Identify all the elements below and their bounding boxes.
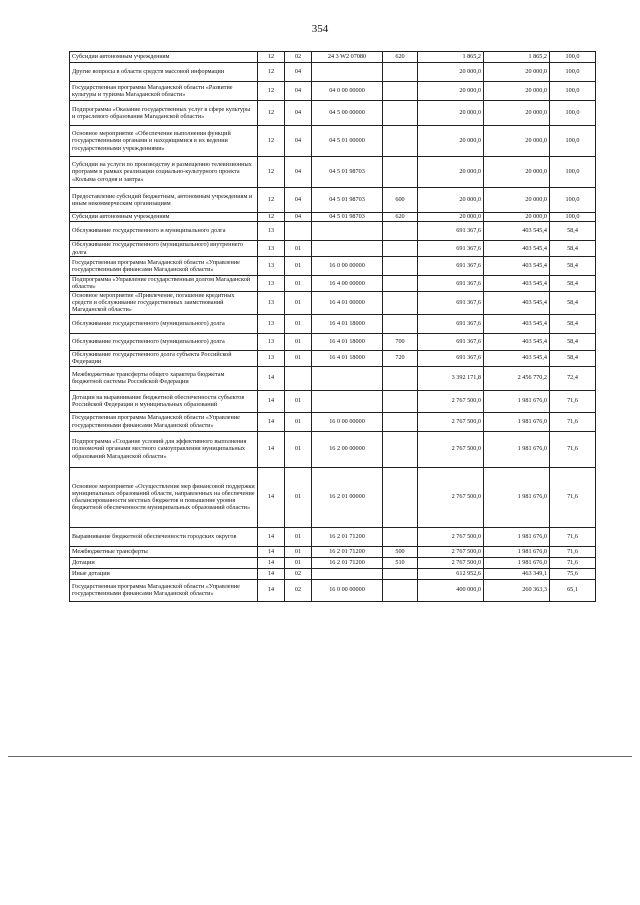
row-name: Государственная программа Магаданской области «Управление государственными финансами Магаданской области»	[70, 579, 258, 601]
row-expense-type	[383, 101, 418, 126]
table-row	[70, 52, 596, 63]
row-planned: 691 367,6	[418, 241, 484, 257]
row-subsection	[285, 222, 312, 241]
row-executed: 20 000,0	[484, 101, 550, 126]
row-expense-type	[383, 527, 418, 546]
row-target-code: 04 5 01 98703	[312, 188, 383, 213]
row-section: 12	[258, 213, 285, 222]
row-percent: 58,4	[550, 350, 596, 366]
table-row	[70, 557, 596, 568]
row-planned: 20 000,0	[418, 157, 484, 188]
row-executed: 403 545,4	[484, 222, 550, 241]
table-row	[70, 291, 596, 314]
row-subsection: 04	[285, 126, 312, 157]
table-row	[70, 366, 596, 390]
row-expense-type	[383, 63, 418, 82]
row-target-code: 16 2 01 00000	[312, 467, 383, 527]
row-executed: 403 545,4	[484, 350, 550, 366]
row-subsection: 04	[285, 101, 312, 126]
row-section: 13	[258, 314, 285, 333]
row-section: 14	[258, 557, 285, 568]
row-expense-type	[383, 257, 418, 276]
row-section: 13	[258, 291, 285, 314]
row-executed: 20 000,0	[484, 157, 550, 188]
row-subsection: 04	[285, 188, 312, 213]
row-target-code	[312, 222, 383, 241]
row-target-code	[312, 390, 383, 412]
row-target-code: 16 0 00 00000	[312, 579, 383, 601]
row-planned: 691 367,6	[418, 276, 484, 292]
row-executed: 2 456 770,2	[484, 366, 550, 390]
row-expense-type: 620	[383, 213, 418, 222]
row-percent: 71,6	[550, 527, 596, 546]
row-executed: 403 545,4	[484, 333, 550, 350]
row-executed: 1 981 676,0	[484, 390, 550, 412]
row-executed: 1 981 676,0	[484, 467, 550, 527]
row-subsection: 04	[285, 82, 312, 101]
row-name: Обслуживание государственного (муниципального) долга	[70, 314, 258, 333]
row-percent: 58,4	[550, 291, 596, 314]
table-row	[70, 157, 596, 188]
row-subsection: 01	[285, 314, 312, 333]
row-planned: 3 392 171,8	[418, 366, 484, 390]
row-planned: 20 000,0	[418, 188, 484, 213]
row-subsection: 01	[285, 291, 312, 314]
row-section: 14	[258, 467, 285, 527]
row-subsection: 02	[285, 568, 312, 579]
row-executed: 403 545,4	[484, 276, 550, 292]
row-percent: 100,0	[550, 82, 596, 101]
row-subsection: 01	[285, 257, 312, 276]
row-target-code	[312, 241, 383, 257]
row-expense-type: 720	[383, 350, 418, 366]
row-percent: 71,6	[550, 390, 596, 412]
table-row	[70, 276, 596, 292]
row-section: 13	[258, 222, 285, 241]
row-planned: 20 000,0	[418, 101, 484, 126]
row-name: Обслуживание государственного и муниципального долга	[70, 222, 258, 241]
row-subsection: 01	[285, 527, 312, 546]
row-name: Подпрограмма «Управление государственным долгом Магаданской области»	[70, 276, 258, 292]
row-expense-type	[383, 126, 418, 157]
table-row	[70, 579, 596, 601]
table-row	[70, 213, 596, 222]
row-expense-type	[383, 276, 418, 292]
table-row	[70, 333, 596, 350]
row-expense-type	[383, 366, 418, 390]
row-name: Обслуживание государственного долга субъекта Российской Федерации	[70, 350, 258, 366]
row-section: 14	[258, 568, 285, 579]
row-percent: 71,6	[550, 557, 596, 568]
row-expense-type: 510	[383, 557, 418, 568]
row-section: 13	[258, 257, 285, 276]
table-row	[70, 126, 596, 157]
table-row	[70, 431, 596, 467]
row-expense-type: 620	[383, 52, 418, 63]
row-planned: 691 367,6	[418, 333, 484, 350]
row-expense-type	[383, 431, 418, 467]
row-section: 14	[258, 412, 285, 431]
table-row	[70, 82, 596, 101]
row-expense-type: 600	[383, 188, 418, 213]
row-subsection: 01	[285, 333, 312, 350]
row-percent: 100,0	[550, 188, 596, 213]
row-name: Дотации	[70, 557, 258, 568]
budget-table	[69, 51, 596, 602]
table-row	[70, 222, 596, 241]
row-name: Иные дотации	[70, 568, 258, 579]
row-name: Государственная программа Магаданской области «Развитие культуры и туризма Магаданской области»	[70, 82, 258, 101]
row-name: Субсидии автономным учреждениям	[70, 52, 258, 63]
row-subsection: 02	[285, 579, 312, 601]
row-target-code: 04 5 01 98703	[312, 213, 383, 222]
row-executed: 463 349,1	[484, 568, 550, 579]
row-subsection: 01	[285, 412, 312, 431]
row-target-code: 16 0 00 00000	[312, 257, 383, 276]
row-planned: 1 865,2	[418, 52, 484, 63]
row-planned: 691 367,6	[418, 222, 484, 241]
row-name: Государственная программа Магаданской области «Управление государственными финансами Магаданской области»	[70, 257, 258, 276]
row-planned: 2 767 500,0	[418, 431, 484, 467]
row-name: Основное мероприятие «Осуществление мер финансовой поддержки муниципальных образований области, направленных на обеспечение сбалансированности местных бюджетов и повышение уровня бюджетной обеспеченности муниципальных образований области»	[70, 467, 258, 527]
row-subsection: 01	[285, 241, 312, 257]
row-planned: 2 767 500,0	[418, 527, 484, 546]
row-name: Дотации на выравнивание бюджетной обеспеченности субъектов Российской Федерации и муниципальных образований	[70, 390, 258, 412]
row-planned: 691 367,6	[418, 350, 484, 366]
row-planned: 2 767 500,0	[418, 546, 484, 557]
row-name: Подпрограмма «Создание условий для эффективного выполнения полномочий органами местного самоуправления муниципальных образований Магаданской области»	[70, 431, 258, 467]
row-name: Обслуживание государственного (муниципального) внутреннего долга	[70, 241, 258, 257]
row-name: Межбюджетные трансферты	[70, 546, 258, 557]
row-percent: 71,6	[550, 412, 596, 431]
row-subsection: 02	[285, 52, 312, 63]
table-row	[70, 568, 596, 579]
row-executed: 20 000,0	[484, 126, 550, 157]
row-executed: 403 545,4	[484, 291, 550, 314]
row-section: 12	[258, 188, 285, 213]
row-section: 14	[258, 431, 285, 467]
row-section: 14	[258, 546, 285, 557]
row-section: 12	[258, 52, 285, 63]
row-executed: 260 363,3	[484, 579, 550, 601]
row-section: 13	[258, 333, 285, 350]
row-percent: 72,4	[550, 366, 596, 390]
row-expense-type	[383, 82, 418, 101]
row-subsection: 01	[285, 431, 312, 467]
row-percent: 100,0	[550, 101, 596, 126]
row-target-code: 24 3 W2 07080	[312, 52, 383, 63]
row-target-code: 16 4 00 00000	[312, 276, 383, 292]
row-percent: 100,0	[550, 63, 596, 82]
row-name: Субсидии автономным учреждениям	[70, 213, 258, 222]
row-executed: 1 981 676,0	[484, 431, 550, 467]
row-executed: 20 000,0	[484, 213, 550, 222]
row-expense-type	[383, 390, 418, 412]
row-target-code: 04 0 00 00000	[312, 82, 383, 101]
row-section: 12	[258, 101, 285, 126]
row-section: 12	[258, 82, 285, 101]
row-percent: 71,6	[550, 431, 596, 467]
row-section: 13	[258, 241, 285, 257]
row-percent: 58,4	[550, 314, 596, 333]
table-row	[70, 188, 596, 213]
row-subsection: 01	[285, 467, 312, 527]
row-name: Другие вопросы в области средств массовой информации	[70, 63, 258, 82]
row-planned: 20 000,0	[418, 126, 484, 157]
row-percent: 65,1	[550, 579, 596, 601]
table-row	[70, 467, 596, 527]
row-executed: 20 000,0	[484, 188, 550, 213]
row-percent: 100,0	[550, 213, 596, 222]
row-planned: 400 000,0	[418, 579, 484, 601]
row-expense-type	[383, 222, 418, 241]
row-executed: 1 981 676,0	[484, 412, 550, 431]
table-row	[70, 546, 596, 557]
row-planned: 2 767 500,0	[418, 467, 484, 527]
row-subsection: 04	[285, 63, 312, 82]
row-percent: 58,4	[550, 276, 596, 292]
row-subsection	[285, 366, 312, 390]
row-percent: 100,0	[550, 157, 596, 188]
row-percent: 58,4	[550, 241, 596, 257]
row-planned: 20 000,0	[418, 63, 484, 82]
row-percent: 71,6	[550, 467, 596, 527]
row-section: 14	[258, 366, 285, 390]
row-planned: 691 367,6	[418, 291, 484, 314]
row-percent: 75,6	[550, 568, 596, 579]
page-number: 354	[311, 23, 329, 35]
row-subsection: 04	[285, 157, 312, 188]
table-row	[70, 101, 596, 126]
row-subsection: 04	[285, 213, 312, 222]
row-section: 14	[258, 579, 285, 601]
row-expense-type	[383, 467, 418, 527]
row-percent: 100,0	[550, 52, 596, 63]
row-expense-type	[383, 314, 418, 333]
table-body	[70, 52, 596, 602]
table-row	[70, 412, 596, 431]
row-executed: 1 981 676,0	[484, 527, 550, 546]
row-target-code	[312, 63, 383, 82]
row-target-code: 16 4 01 18000	[312, 314, 383, 333]
row-percent: 58,4	[550, 257, 596, 276]
row-percent: 58,4	[550, 222, 596, 241]
row-subsection: 01	[285, 546, 312, 557]
row-name: Подпрограмма «Оказание государственных услуг в сфере культуры и отраслевого образования Магаданской области»	[70, 101, 258, 126]
row-target-code	[312, 366, 383, 390]
row-target-code: 16 4 01 18000	[312, 350, 383, 366]
row-target-code	[312, 568, 383, 579]
row-executed: 20 000,0	[484, 63, 550, 82]
row-subsection: 01	[285, 276, 312, 292]
row-executed: 403 545,4	[484, 257, 550, 276]
row-planned: 691 367,6	[418, 314, 484, 333]
row-name: Выравнивание бюджетной обеспеченности городских округов	[70, 527, 258, 546]
row-section: 14	[258, 390, 285, 412]
row-percent: 58,4	[550, 333, 596, 350]
row-expense-type: 700	[383, 333, 418, 350]
row-name: Предоставление субсидий бюджетным, автономным учреждениям и иным некоммерческим организациям	[70, 188, 258, 213]
row-section: 14	[258, 527, 285, 546]
row-planned: 2 767 500,0	[418, 412, 484, 431]
row-planned: 20 000,0	[418, 213, 484, 222]
row-target-code: 16 2 00 00000	[312, 431, 383, 467]
row-section: 13	[258, 276, 285, 292]
row-name: Основное мероприятие «Привлечение, погашение кредитных средств и обслуживание государственных заимствований Магаданской области»	[70, 291, 258, 314]
row-name: Основное мероприятие «Обеспечение выполнения функций государственными органами и находящимися в их ведении государственными учреждениями»	[70, 126, 258, 157]
table-row	[70, 527, 596, 546]
table-row	[70, 390, 596, 412]
row-planned: 2 767 500,0	[418, 557, 484, 568]
row-planned: 691 367,6	[418, 257, 484, 276]
row-subsection: 01	[285, 557, 312, 568]
row-target-code: 04 5 01 00000	[312, 126, 383, 157]
row-expense-type	[383, 568, 418, 579]
row-planned: 20 000,0	[418, 82, 484, 101]
row-percent: 100,0	[550, 126, 596, 157]
row-target-code: 16 4 01 18000	[312, 333, 383, 350]
row-target-code: 04 5 00 00000	[312, 101, 383, 126]
row-target-code: 16 2 01 71200	[312, 527, 383, 546]
row-name: Государственная программа Магаданской области «Управление государственными финансами Магаданской области»	[70, 412, 258, 431]
row-section: 13	[258, 350, 285, 366]
row-expense-type	[383, 241, 418, 257]
row-target-code: 16 0 00 00000	[312, 412, 383, 431]
row-planned: 612 952,6	[418, 568, 484, 579]
row-executed: 1 981 676,0	[484, 546, 550, 557]
row-target-code: 16 4 01 00000	[312, 291, 383, 314]
row-subsection: 01	[285, 350, 312, 366]
row-executed: 403 545,4	[484, 241, 550, 257]
row-section: 12	[258, 63, 285, 82]
page-divider	[8, 756, 632, 757]
row-executed: 403 545,4	[484, 314, 550, 333]
row-name: Межбюджетные трансферты общего характера бюджетам бюджетной системы Российской Федерации	[70, 366, 258, 390]
row-section: 12	[258, 157, 285, 188]
table-row	[70, 63, 596, 82]
row-expense-type	[383, 291, 418, 314]
row-expense-type	[383, 579, 418, 601]
row-section: 12	[258, 126, 285, 157]
row-executed: 1 865,2	[484, 52, 550, 63]
row-percent: 71,6	[550, 546, 596, 557]
table-row	[70, 350, 596, 366]
row-planned: 2 767 500,0	[418, 390, 484, 412]
row-target-code: 16 2 01 71200	[312, 557, 383, 568]
row-expense-type: 500	[383, 546, 418, 557]
row-expense-type	[383, 412, 418, 431]
table-row	[70, 241, 596, 257]
row-name: Обслуживание государственного (муниципального) долга	[70, 333, 258, 350]
row-expense-type	[383, 157, 418, 188]
row-subsection: 01	[285, 390, 312, 412]
table-row	[70, 257, 596, 276]
row-executed: 1 981 676,0	[484, 557, 550, 568]
row-target-code: 04 5 01 98703	[312, 157, 383, 188]
row-name: Субсидии на услуги по производству и размещению телевизионных программ в рамках реализации социально-культурного проекта «Колыма сегодня и завтра»	[70, 157, 258, 188]
row-target-code: 16 2 01 71200	[312, 546, 383, 557]
row-executed: 20 000,0	[484, 82, 550, 101]
table-row	[70, 314, 596, 333]
